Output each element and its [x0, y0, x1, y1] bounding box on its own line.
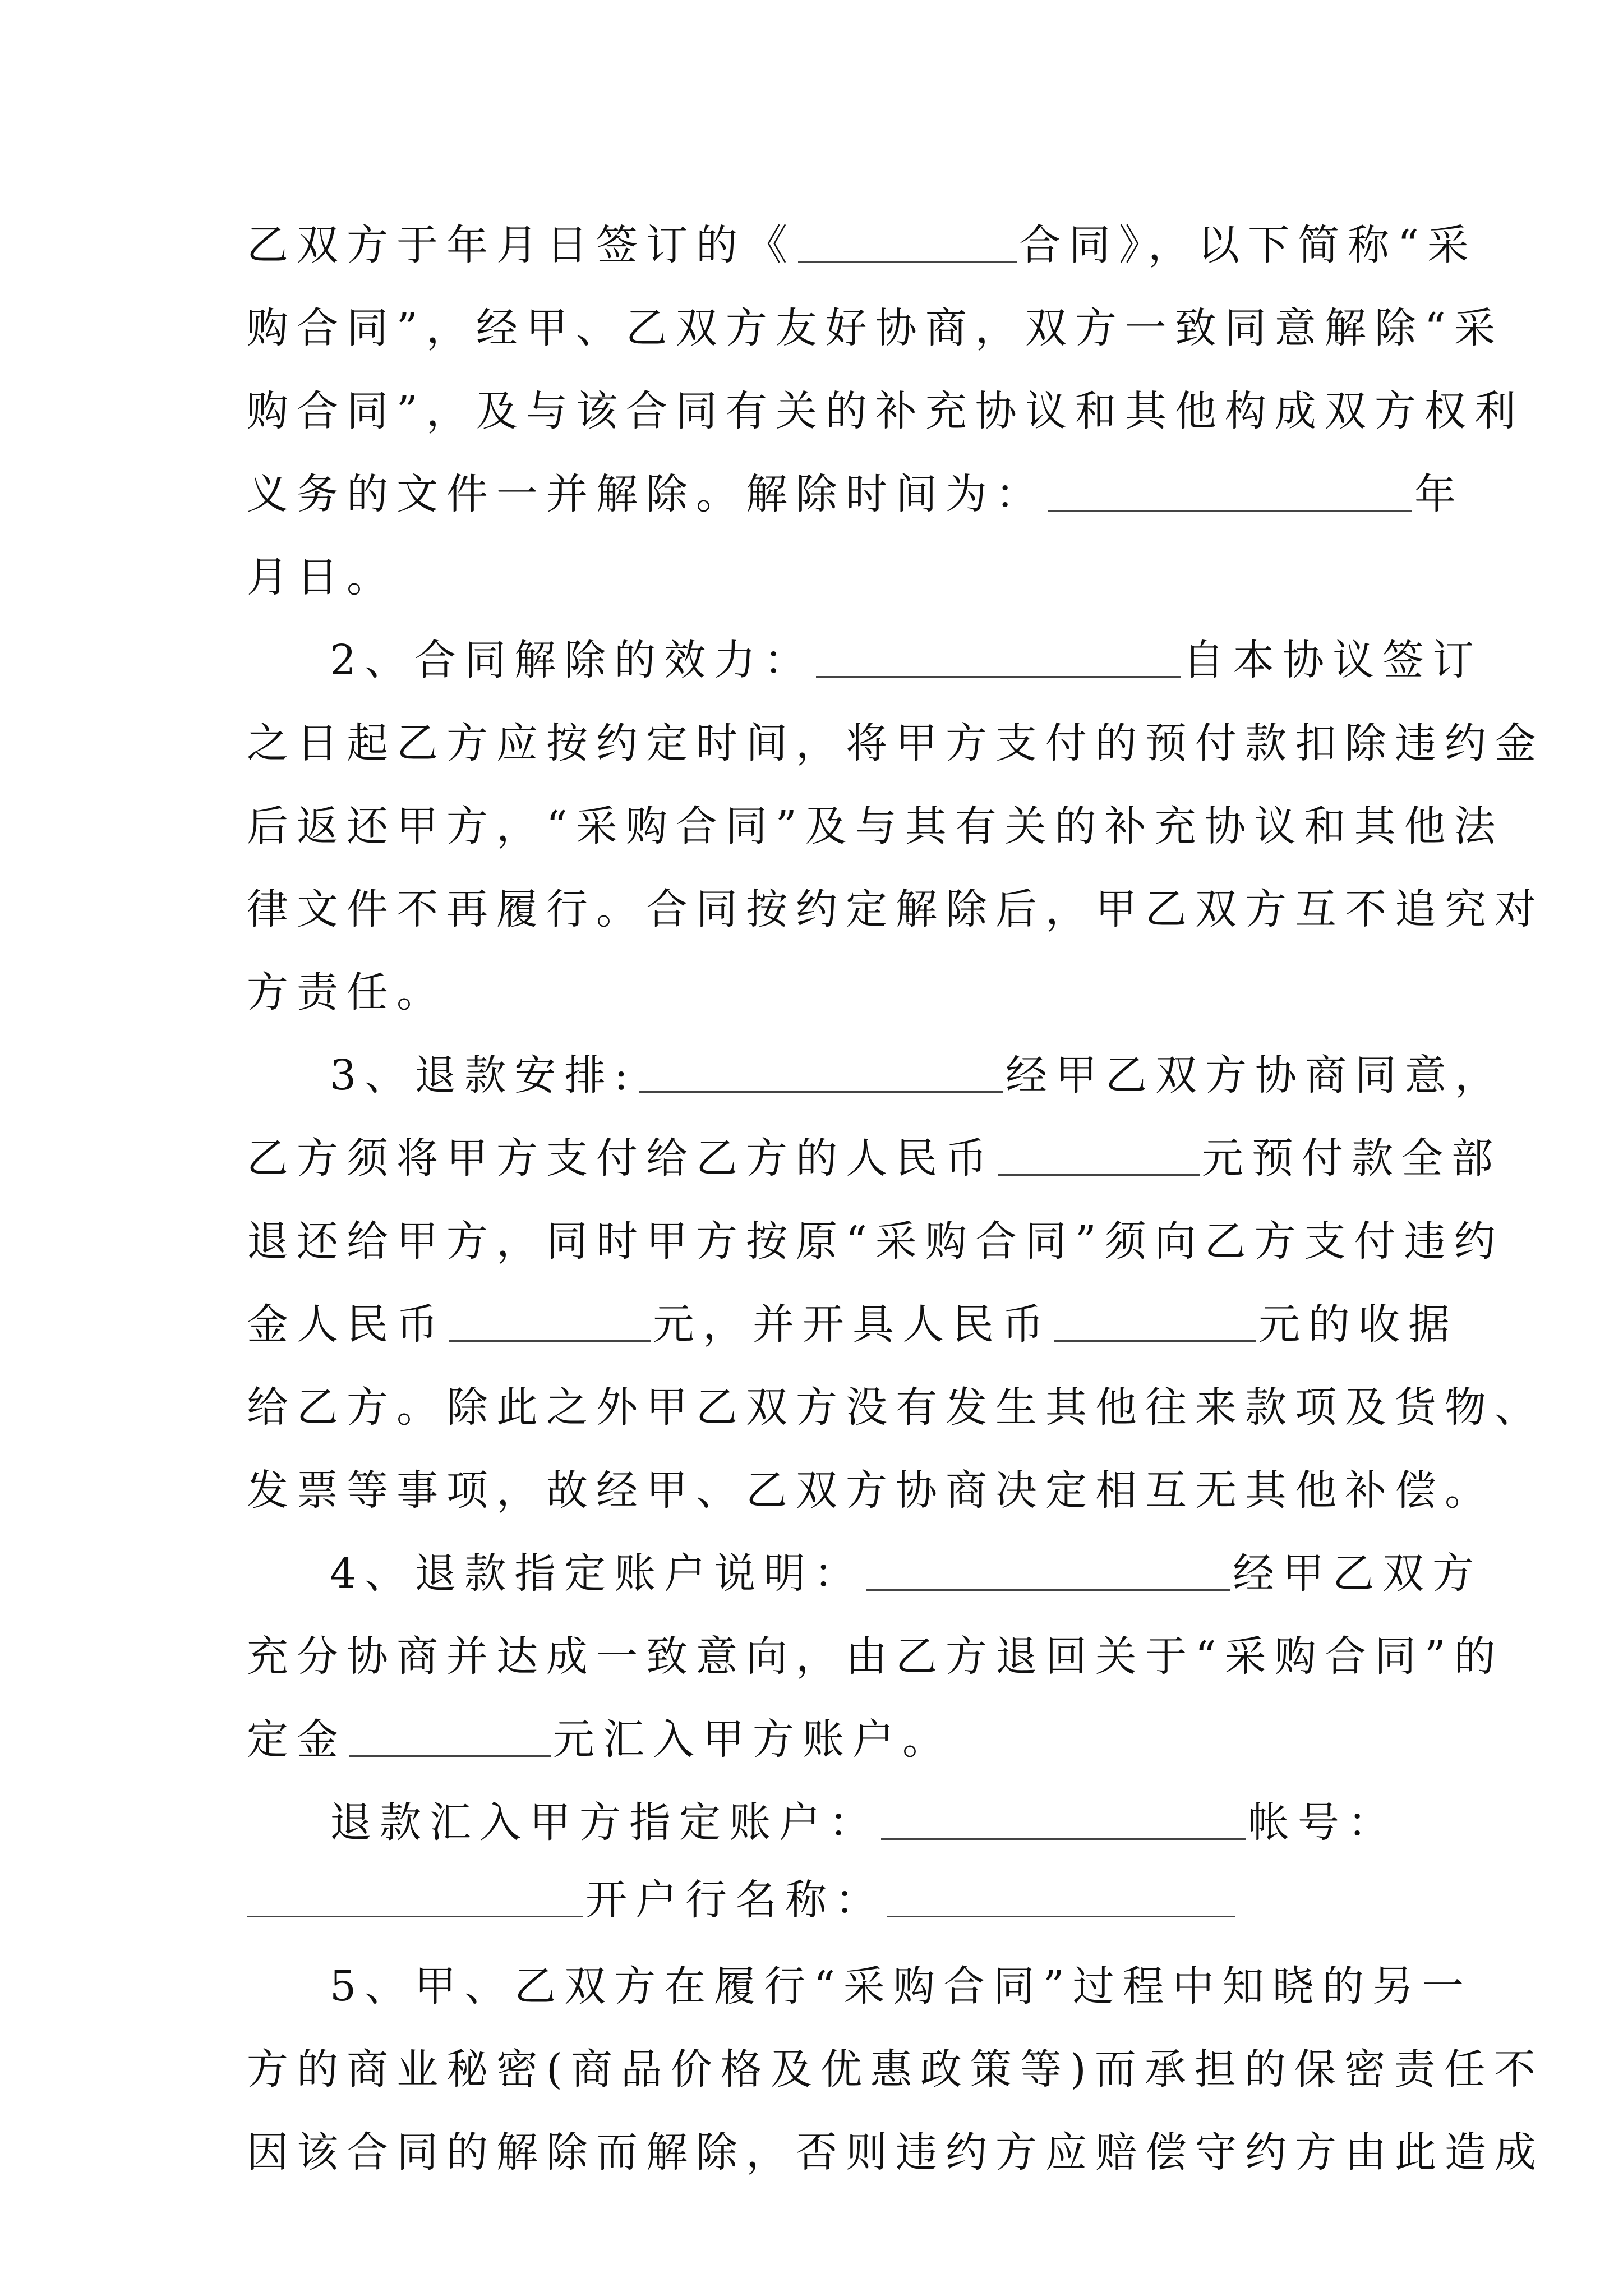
- text-line: 因该合同的解除而解除，否则违约方应赔偿守约方由此造成: [247, 2128, 1544, 2177]
- text-line: 5、甲、乙双方在履行“采购合同”过程中知晓的另一: [330, 1962, 1472, 2010]
- text-line: 充分协商并达成一致意向，由乙方退回关于“采购合同”的: [247, 1632, 1504, 1681]
- text-line: 定金 元汇入甲方账户。: [247, 1695, 1391, 1784]
- text-line: 之日起乙方应按约定时间，将甲方支付的预付款扣除违约金: [247, 719, 1544, 767]
- text-line: 乙方须将甲方支付给乙方的人民币 元预付款全部: [247, 1114, 1391, 1203]
- effect-blank: [816, 634, 1181, 678]
- text-line: 退还给甲方，同时甲方按原“采购合同”须向乙方支付违约: [247, 1217, 1504, 1266]
- text-line: 3、退款安排: 经甲乙双方协商同意，: [330, 1030, 1474, 1120]
- contract-name-blank: [798, 219, 1017, 263]
- text-line: 开户行名称：: [247, 1855, 1391, 1945]
- text-line: 后返还甲方，“采购合同”及与其有关的补充协议和其他法: [247, 802, 1504, 850]
- text-line: 给乙方。除此之外甲乙双方没有发生其他往来款项及货物、: [247, 1383, 1544, 1432]
- termination-date-blank: [1048, 468, 1412, 512]
- account-number-blank: [247, 1874, 583, 1917]
- bank-name-blank: [887, 1874, 1235, 1917]
- refund-arrangement-blank: [639, 1050, 1003, 1093]
- text-line: 方的商业秘密(商品价格及优惠政策等)而承担的保密责任不: [247, 2045, 1544, 2093]
- text-line: 发票等事项，故经甲、乙双方协商决定相互无其他补偿。: [247, 1466, 1495, 1515]
- text-line: 金人民币 元，并开具人民币 元的收据: [247, 1280, 1391, 1369]
- receipt-amount-blank: [1054, 1299, 1256, 1342]
- text-line: 购合同”，经甲、乙双方友好协商，双方一致同意解除“采: [247, 304, 1504, 352]
- text-line: 4、退款指定账户说明： 经甲乙双方: [330, 1529, 1474, 1618]
- deposit-amount-blank: [349, 1714, 551, 1757]
- text-line: 方责任。: [247, 968, 446, 1016]
- text-line: 2、合同解除的效力： 自本协议签订: [330, 615, 1474, 705]
- account-note-blank: [866, 1548, 1230, 1591]
- text-line: 月日。: [247, 553, 396, 601]
- prepayment-amount-blank: [998, 1133, 1200, 1176]
- text-line: 律文件不再履行。合同按约定解除后，甲乙双方互不追究对: [247, 885, 1544, 933]
- text-line: 退款汇入甲方指定账户： 帐号：: [330, 1778, 1474, 1867]
- text-line: 购合同”，及与该合同有关的补充协议和其他构成双方权利: [247, 387, 1524, 435]
- text-line: 义务的文件一并解除。解除时间为： 年: [247, 449, 1391, 539]
- penalty-amount-blank: [449, 1299, 651, 1342]
- text-line: 乙双方于年月日签订的《 合同》，以下简称“采: [247, 200, 1391, 290]
- designated-account-blank: [881, 1797, 1246, 1840]
